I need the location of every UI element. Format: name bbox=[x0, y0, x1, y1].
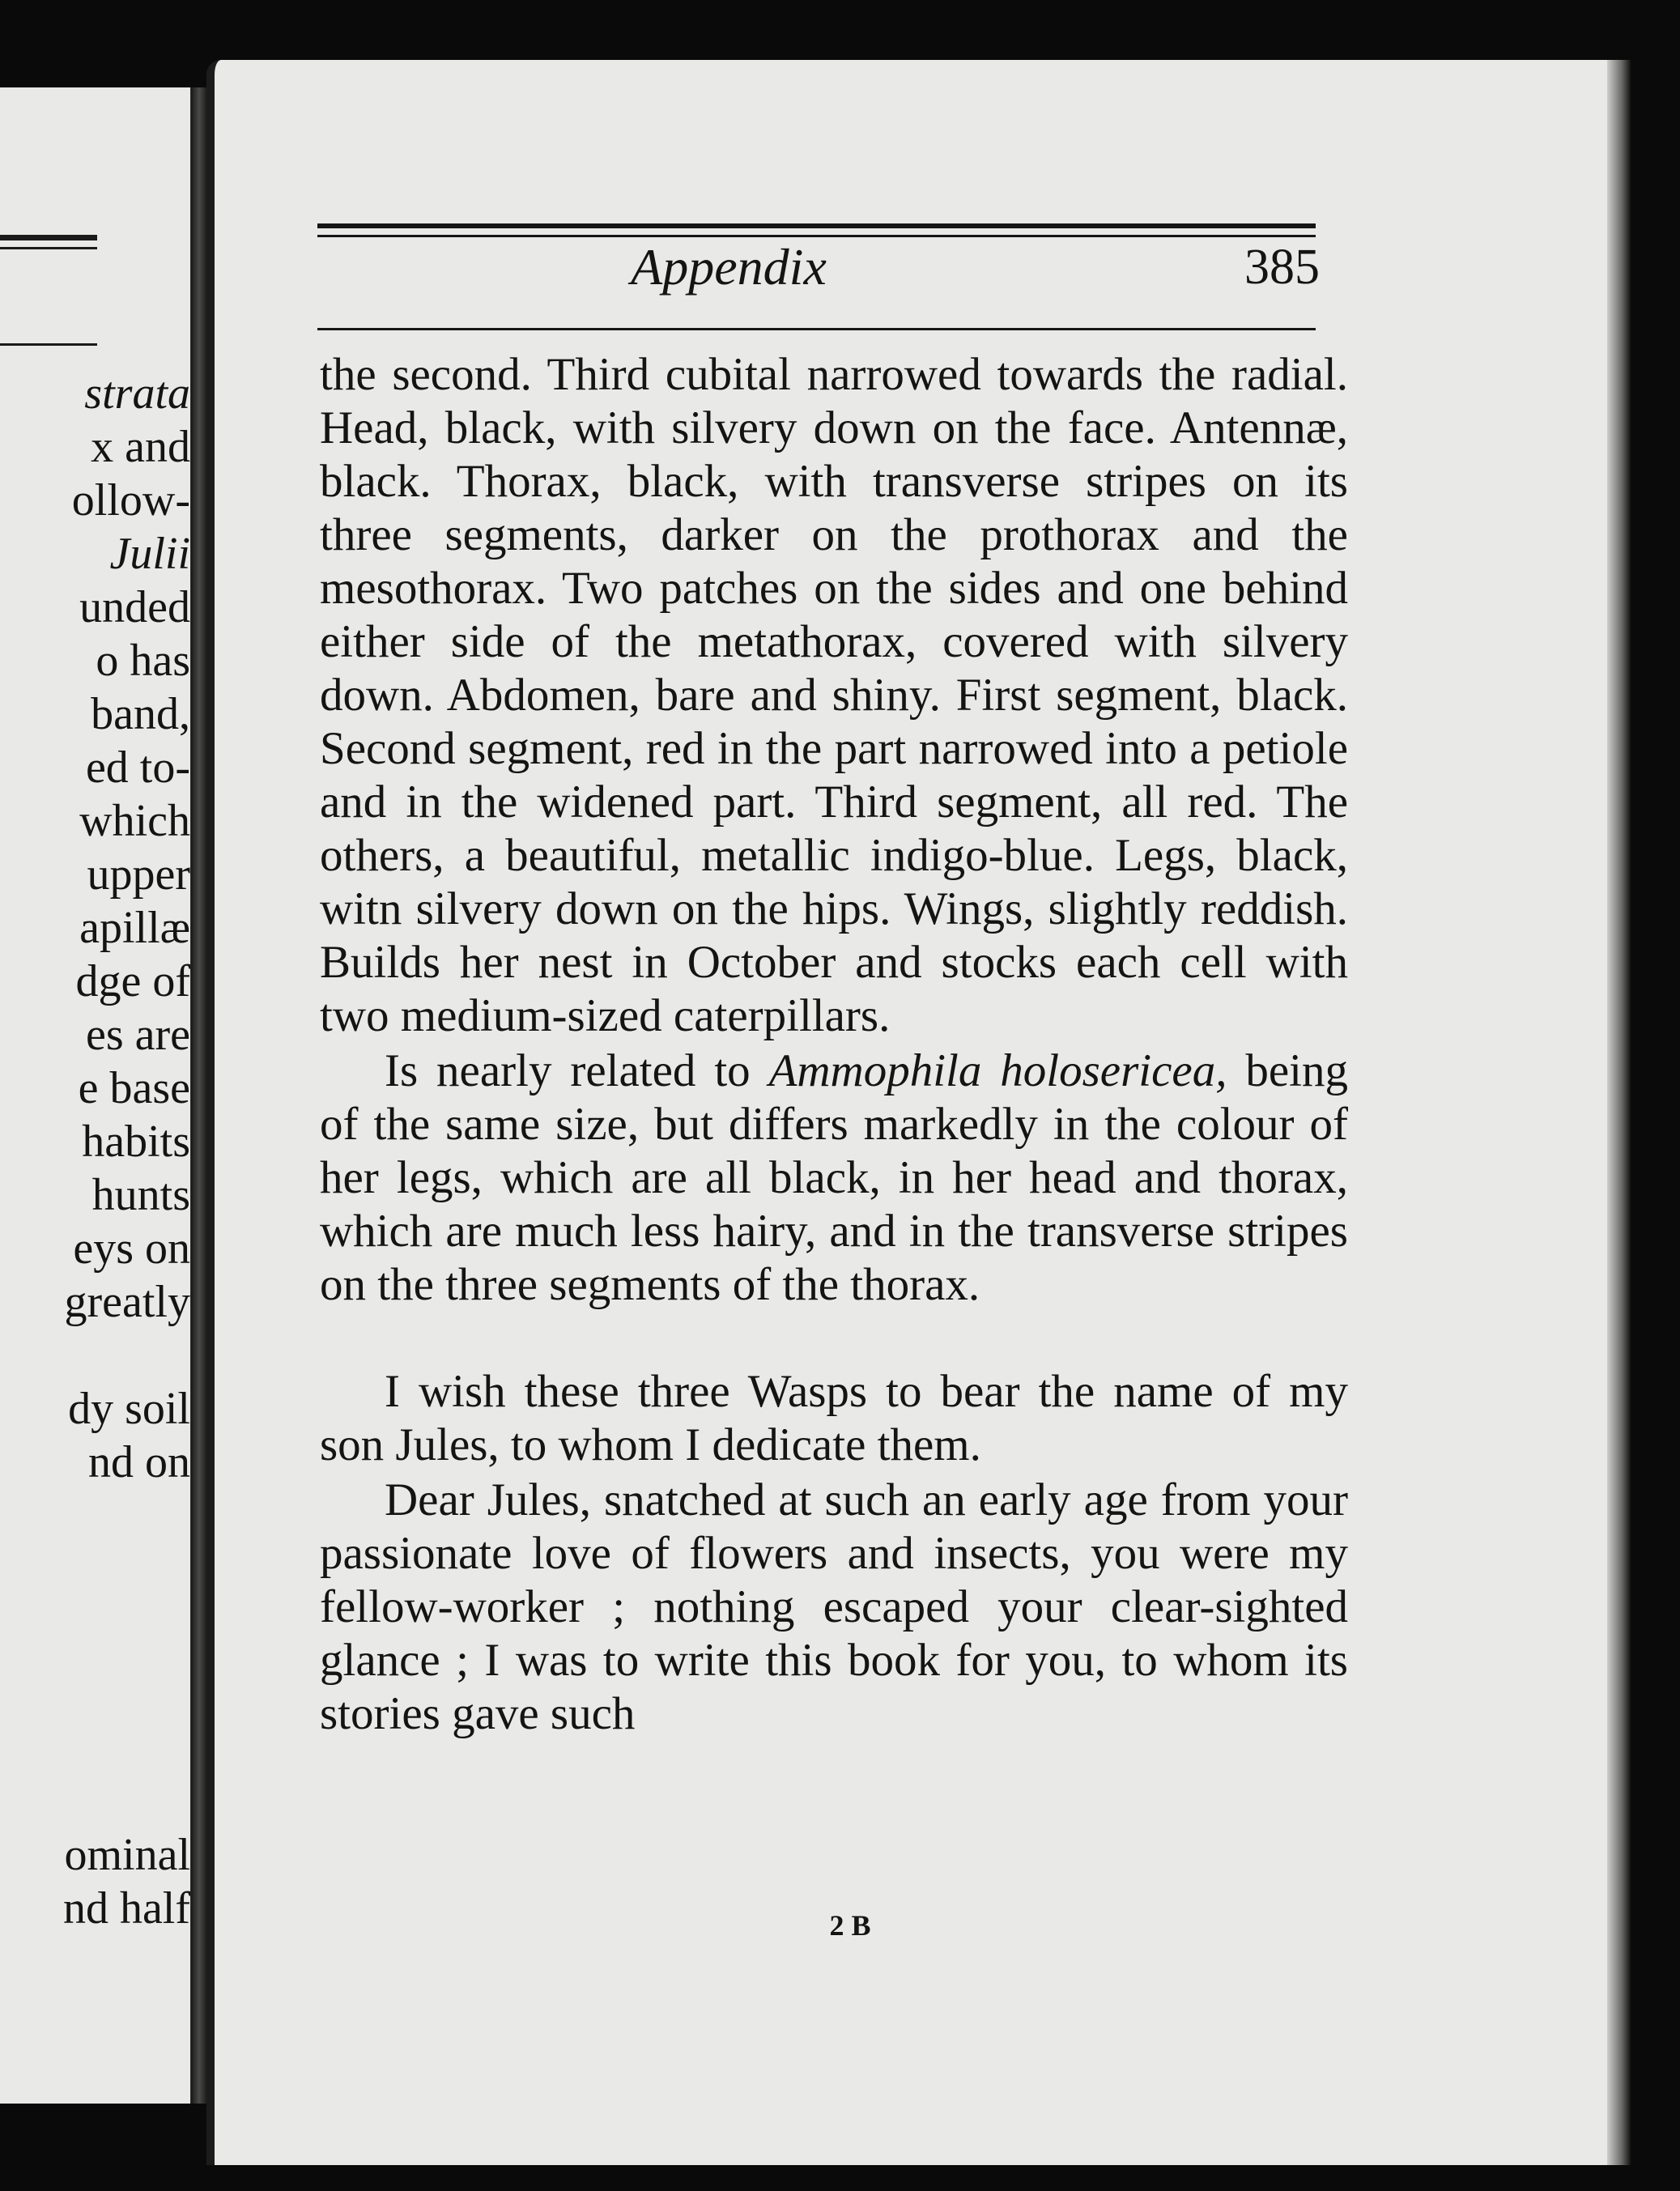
paragraph-dedication: I wish these three Wasps to bear the name of my son Jules, to whom I dedicate them. bbox=[320, 1366, 1348, 1470]
left-page-line: e base bbox=[78, 1063, 190, 1113]
left-page-header-rule bbox=[0, 247, 97, 249]
left-page-line: dge of bbox=[75, 956, 190, 1006]
running-header-title: Appendix bbox=[631, 238, 827, 296]
left-page-line: x and bbox=[91, 422, 190, 472]
left-page-line: upper bbox=[87, 849, 190, 900]
left-page-line: greatly bbox=[64, 1277, 190, 1327]
left-page-line: o has bbox=[96, 636, 190, 686]
left-page-line: ollow- bbox=[71, 475, 190, 525]
left-page-line: apillæ bbox=[79, 903, 190, 953]
species-name: Ammophila holosericea, bbox=[768, 1045, 1227, 1096]
left-facing-page bbox=[0, 87, 194, 2104]
header-bottom-rule bbox=[317, 328, 1316, 330]
page-number: 385 bbox=[1244, 240, 1320, 295]
left-page-line: dy soil bbox=[68, 1384, 190, 1434]
paragraph-comparison-rest: being of the same size, but differs markedly in the colour of her legs, which are all black, in her head and thorax, which are much less hairy, and in the transverse stripes on the three segments of the thorax. bbox=[320, 1045, 1349, 1310]
paragraph-description: the second. Third cubital narrowed towards the radial. Head, black, with silvery down on the face. Antennæ, black. Thorax, black, with transverse stripes on its three segments, darker on the prothorax and the mesothorax. Two patches on the sides and one behind either side of the metathorax, covered with silvery down. Abdomen, bare and shiny. First segment, black. Second segment, red in the part narrowed into a petiole and in the widened part. Third segment, all red. The others, a beautiful, metallic indigo-blue. Legs, black, witn silvery down on the hips. Wings, slightly reddish. Builds her nest in October and stocks each cell with two medium-sized caterpillars. bbox=[320, 349, 1348, 1041]
left-page-line: band, bbox=[91, 689, 190, 739]
left-page-line: Julii bbox=[109, 529, 190, 579]
body-text-block bbox=[320, 348, 1348, 1741]
left-page-line: eys on bbox=[73, 1223, 190, 1274]
left-page-line: unded bbox=[79, 582, 190, 632]
page-edge-shadow bbox=[1607, 60, 1631, 2165]
header-top-rule-thick bbox=[317, 223, 1316, 228]
left-page-line: which bbox=[79, 796, 190, 846]
left-page-line: es are bbox=[85, 1010, 190, 1060]
left-page-line: ed to- bbox=[85, 742, 190, 793]
left-page-line: ominal bbox=[64, 1830, 190, 1880]
left-page-line: hunts bbox=[91, 1170, 190, 1220]
left-page-text-fragment bbox=[0, 367, 190, 1489]
signature-mark: 2 B bbox=[829, 1909, 871, 1942]
left-page-line bbox=[0, 1329, 190, 1382]
book-gutter bbox=[191, 87, 207, 2104]
left-page-line: habits bbox=[82, 1117, 190, 1167]
paragraph-comparison-lead: Is nearly related to bbox=[385, 1045, 769, 1096]
left-page-header-rule bbox=[0, 235, 97, 240]
left-page-subrule bbox=[0, 343, 97, 346]
left-page-line: nd half bbox=[62, 1883, 190, 1934]
left-page-text-fragment-bottom bbox=[0, 1828, 190, 1935]
left-page-line: strata bbox=[84, 368, 190, 419]
paragraph-comparison bbox=[320, 1044, 1348, 1312]
paragraph-letter: Dear Jules, snatched at such an early age from your passionate love of flowers and insects, you were my fellow-worker ; nothing escaped your clear-sighted glance ; I was to write this book for you, to whom its stories gave such bbox=[320, 1474, 1348, 1739]
left-page-line: nd on bbox=[88, 1437, 190, 1487]
